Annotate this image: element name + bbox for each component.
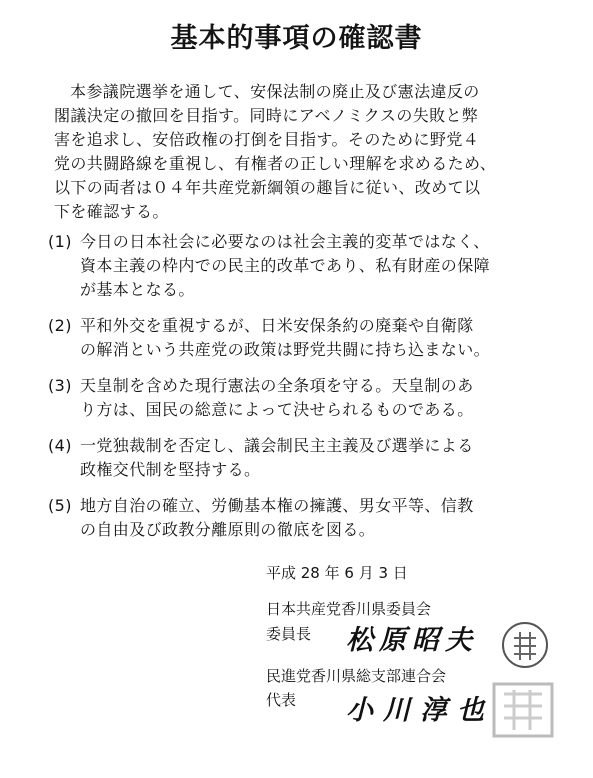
document-title: 基本的事項の確認書: [170, 23, 423, 54]
item-5: [48, 494, 528, 542]
item-line: 平和外交を重視するが、日米安保条約の廃棄や自衛隊: [80, 316, 474, 335]
item-number: (1): [48, 232, 72, 251]
seal-stamp-icon: [498, 618, 552, 672]
item-line: 一党独裁制を否定し、議会制民主主義及び選挙による: [80, 436, 474, 455]
item-line: の自由及び政教分離原則の徹底を図る。: [80, 520, 376, 539]
item-number: (4): [48, 436, 72, 455]
item-number: (3): [48, 376, 72, 395]
intro-line: 以下の両者は０４年共産党新綱領の趣旨に従い、改めて以: [54, 178, 481, 197]
seal-stamp-icon: [490, 680, 556, 740]
item-2: [48, 314, 528, 362]
item-line: 資本主義の枠内での民主的改革であり、私有財産の保障: [80, 256, 491, 275]
item-line: が基本となる。: [80, 280, 195, 299]
item-number: (5): [48, 496, 72, 515]
intro-line: 閣議決定の撤回を目指す。同時にアベノミクスの失敗と弊: [54, 106, 479, 125]
item-line: 天皇制を含めた現行憲法の全条項を守る。天皇制のあ: [80, 376, 474, 395]
signatory-org: 日本共産党香川県委員会: [266, 600, 432, 618]
handwritten-signature: 松原昭夫: [346, 625, 478, 656]
document-date: 平成 28 年 6 月 3 日: [266, 564, 408, 582]
item-line: 政権交代制を堅持する。: [80, 460, 261, 479]
signatory-role: 委員長: [266, 625, 312, 643]
intro-line: 党の共闘路線を重視し、有権者の正しい理解を求めるため、: [54, 154, 497, 173]
handwritten-signature: 小川淳也: [346, 695, 494, 726]
item-line: の解消という共産党の政策は野党共闘に持ち込まない。: [80, 340, 491, 359]
item-line: り方は、国民の総意によって決せられるものである。: [80, 400, 474, 419]
item-number: (2): [48, 316, 72, 335]
intro-line: 下を確認する。: [54, 202, 169, 221]
intro-line: 本参議院選挙を通して、安保法制の廃止及び憲法違反の: [70, 82, 480, 101]
intro-line: 害を追求し、安倍政権の打倒を目指す。そのために野党４: [54, 130, 480, 149]
item-line: 地方自治の確立、労働基本権の擁護、男女平等、信教: [80, 496, 474, 515]
item-1: [48, 230, 528, 302]
signatory-role: 代表: [266, 691, 297, 709]
intro-paragraph: [54, 80, 514, 224]
item-3: [48, 374, 528, 422]
signatory-org: 民進党香川県総支部連合会: [266, 667, 447, 685]
item-4: [48, 434, 528, 482]
item-line: 今日の日本社会に必要なのは社会主義的変革ではなく、: [80, 232, 490, 251]
